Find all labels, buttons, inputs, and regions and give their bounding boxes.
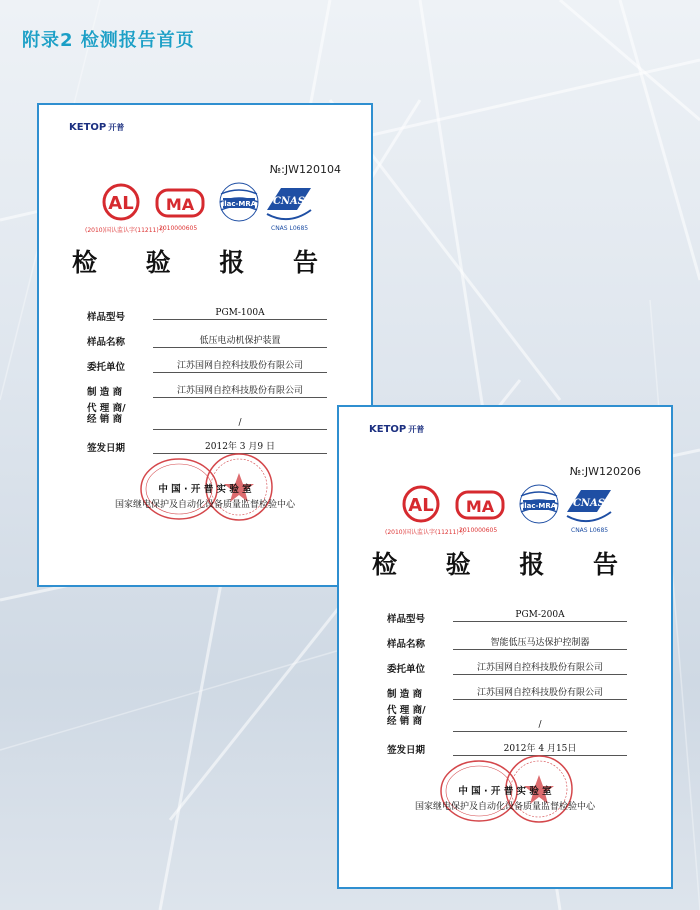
inspection-center-name: 国家继电保护及自动化设备质量监督检验中心: [414, 802, 595, 812]
field-agent: [387, 705, 627, 736]
field-label: 样品名称: [387, 639, 426, 650]
field-label: 代 理 商/ 经 销 商: [387, 705, 426, 727]
ketop-logo: [369, 424, 424, 435]
field-sample-name: [387, 630, 627, 655]
field-label: 委托单位: [87, 362, 126, 373]
page-heading: 附录2 检测报告首页: [22, 30, 195, 51]
field-sample-model: [387, 605, 627, 630]
field-value: 2012年 4 月15日: [453, 741, 627, 756]
field-sample-name: [87, 328, 327, 353]
inspection-center-name: 国家继电保护及自动化设备质量监督检验中心: [114, 500, 295, 510]
brand-name-cn: 开普: [108, 123, 125, 132]
test-report-cover-2: [337, 405, 673, 889]
report-serial-number: №:JW120104: [269, 163, 341, 176]
field-value: 江苏国网自控科技股份有限公司: [453, 685, 627, 700]
field-value: 江苏国网自控科技股份有限公司: [153, 383, 327, 398]
report-fields: [87, 303, 327, 459]
cma-logo-icon: [157, 190, 203, 216]
cal-caption: (2010)国认监认字(11211)号: [385, 529, 465, 536]
svg-text:CNAS: CNAS: [272, 196, 306, 207]
cnas-logo-icon: [567, 490, 611, 521]
lab-name: 中 国 · 开 普 实 验 室: [458, 786, 552, 797]
cma-logo-icon: [457, 492, 503, 518]
svg-text:ilac-MRA: ilac-MRA: [521, 502, 557, 510]
svg-text:AL: AL: [108, 193, 134, 214]
field-agent: [87, 403, 327, 434]
brand-name: KETOP: [369, 424, 407, 435]
svg-text:MA: MA: [165, 195, 195, 214]
field-label: 制 造 商: [387, 689, 423, 700]
field-label: 代 理 商/ 经 销 商: [87, 403, 126, 425]
svg-text:ilac-MRA: ilac-MRA: [221, 200, 257, 208]
report-title: 检 验 报 告: [71, 248, 339, 277]
cnas-caption: CNAS L0685: [571, 527, 609, 534]
field-value: /: [453, 720, 627, 732]
field-value: 2012年 3 月9 日: [153, 439, 327, 454]
field-client: [387, 655, 627, 680]
field-label: 委托单位: [387, 664, 426, 675]
cma-caption: 2010000605: [159, 225, 198, 232]
field-client: [87, 353, 327, 378]
field-label: 样品型号: [387, 614, 426, 625]
cnas-caption: CNAS L0685: [271, 225, 309, 232]
cal-logo-icon: [404, 487, 438, 521]
test-report-cover-1: [37, 103, 373, 587]
field-manufacturer: [387, 680, 627, 705]
ketop-logo: [69, 122, 124, 133]
field-manufacturer: [87, 378, 327, 403]
cnas-logo-icon: [267, 188, 311, 219]
field-value: 低压电动机保护装置: [153, 333, 327, 348]
cal-logo-icon: [104, 185, 138, 219]
svg-text:MA: MA: [465, 497, 495, 516]
field-value: 江苏国网自控科技股份有限公司: [153, 358, 327, 373]
field-sample-model: [87, 303, 327, 328]
field-value: /: [153, 418, 327, 430]
field-label: 样品名称: [87, 337, 126, 348]
lab-name: 中 国 · 开 普 实 验 室: [158, 484, 252, 495]
ilac-mra-logo-icon: [520, 485, 558, 523]
cal-caption: (2010)国认监认字(11211)号: [85, 227, 165, 234]
field-value: 江苏国网自控科技股份有限公司: [453, 660, 627, 675]
ilac-mra-logo-icon: [220, 183, 258, 221]
brand-name: KETOP: [69, 122, 107, 133]
field-value: PGM-100A: [153, 308, 327, 320]
field-label: 签发日期: [387, 745, 426, 756]
svg-text:CNAS: CNAS: [572, 498, 606, 509]
field-label: 制 造 商: [87, 387, 123, 398]
svg-text:AL: AL: [408, 495, 434, 516]
field-label: 签发日期: [87, 443, 126, 454]
field-label: 样品型号: [87, 312, 126, 323]
report-fields: [387, 605, 627, 761]
cma-caption: 2010000605: [459, 527, 498, 534]
brand-name-cn: 开普: [408, 425, 425, 434]
report-title: 检 验 报 告: [371, 550, 639, 579]
report-serial-number: №:JW120206: [569, 465, 641, 478]
field-value: PGM-200A: [453, 610, 627, 622]
field-value: 智能低压马达保护控制器: [453, 635, 627, 650]
